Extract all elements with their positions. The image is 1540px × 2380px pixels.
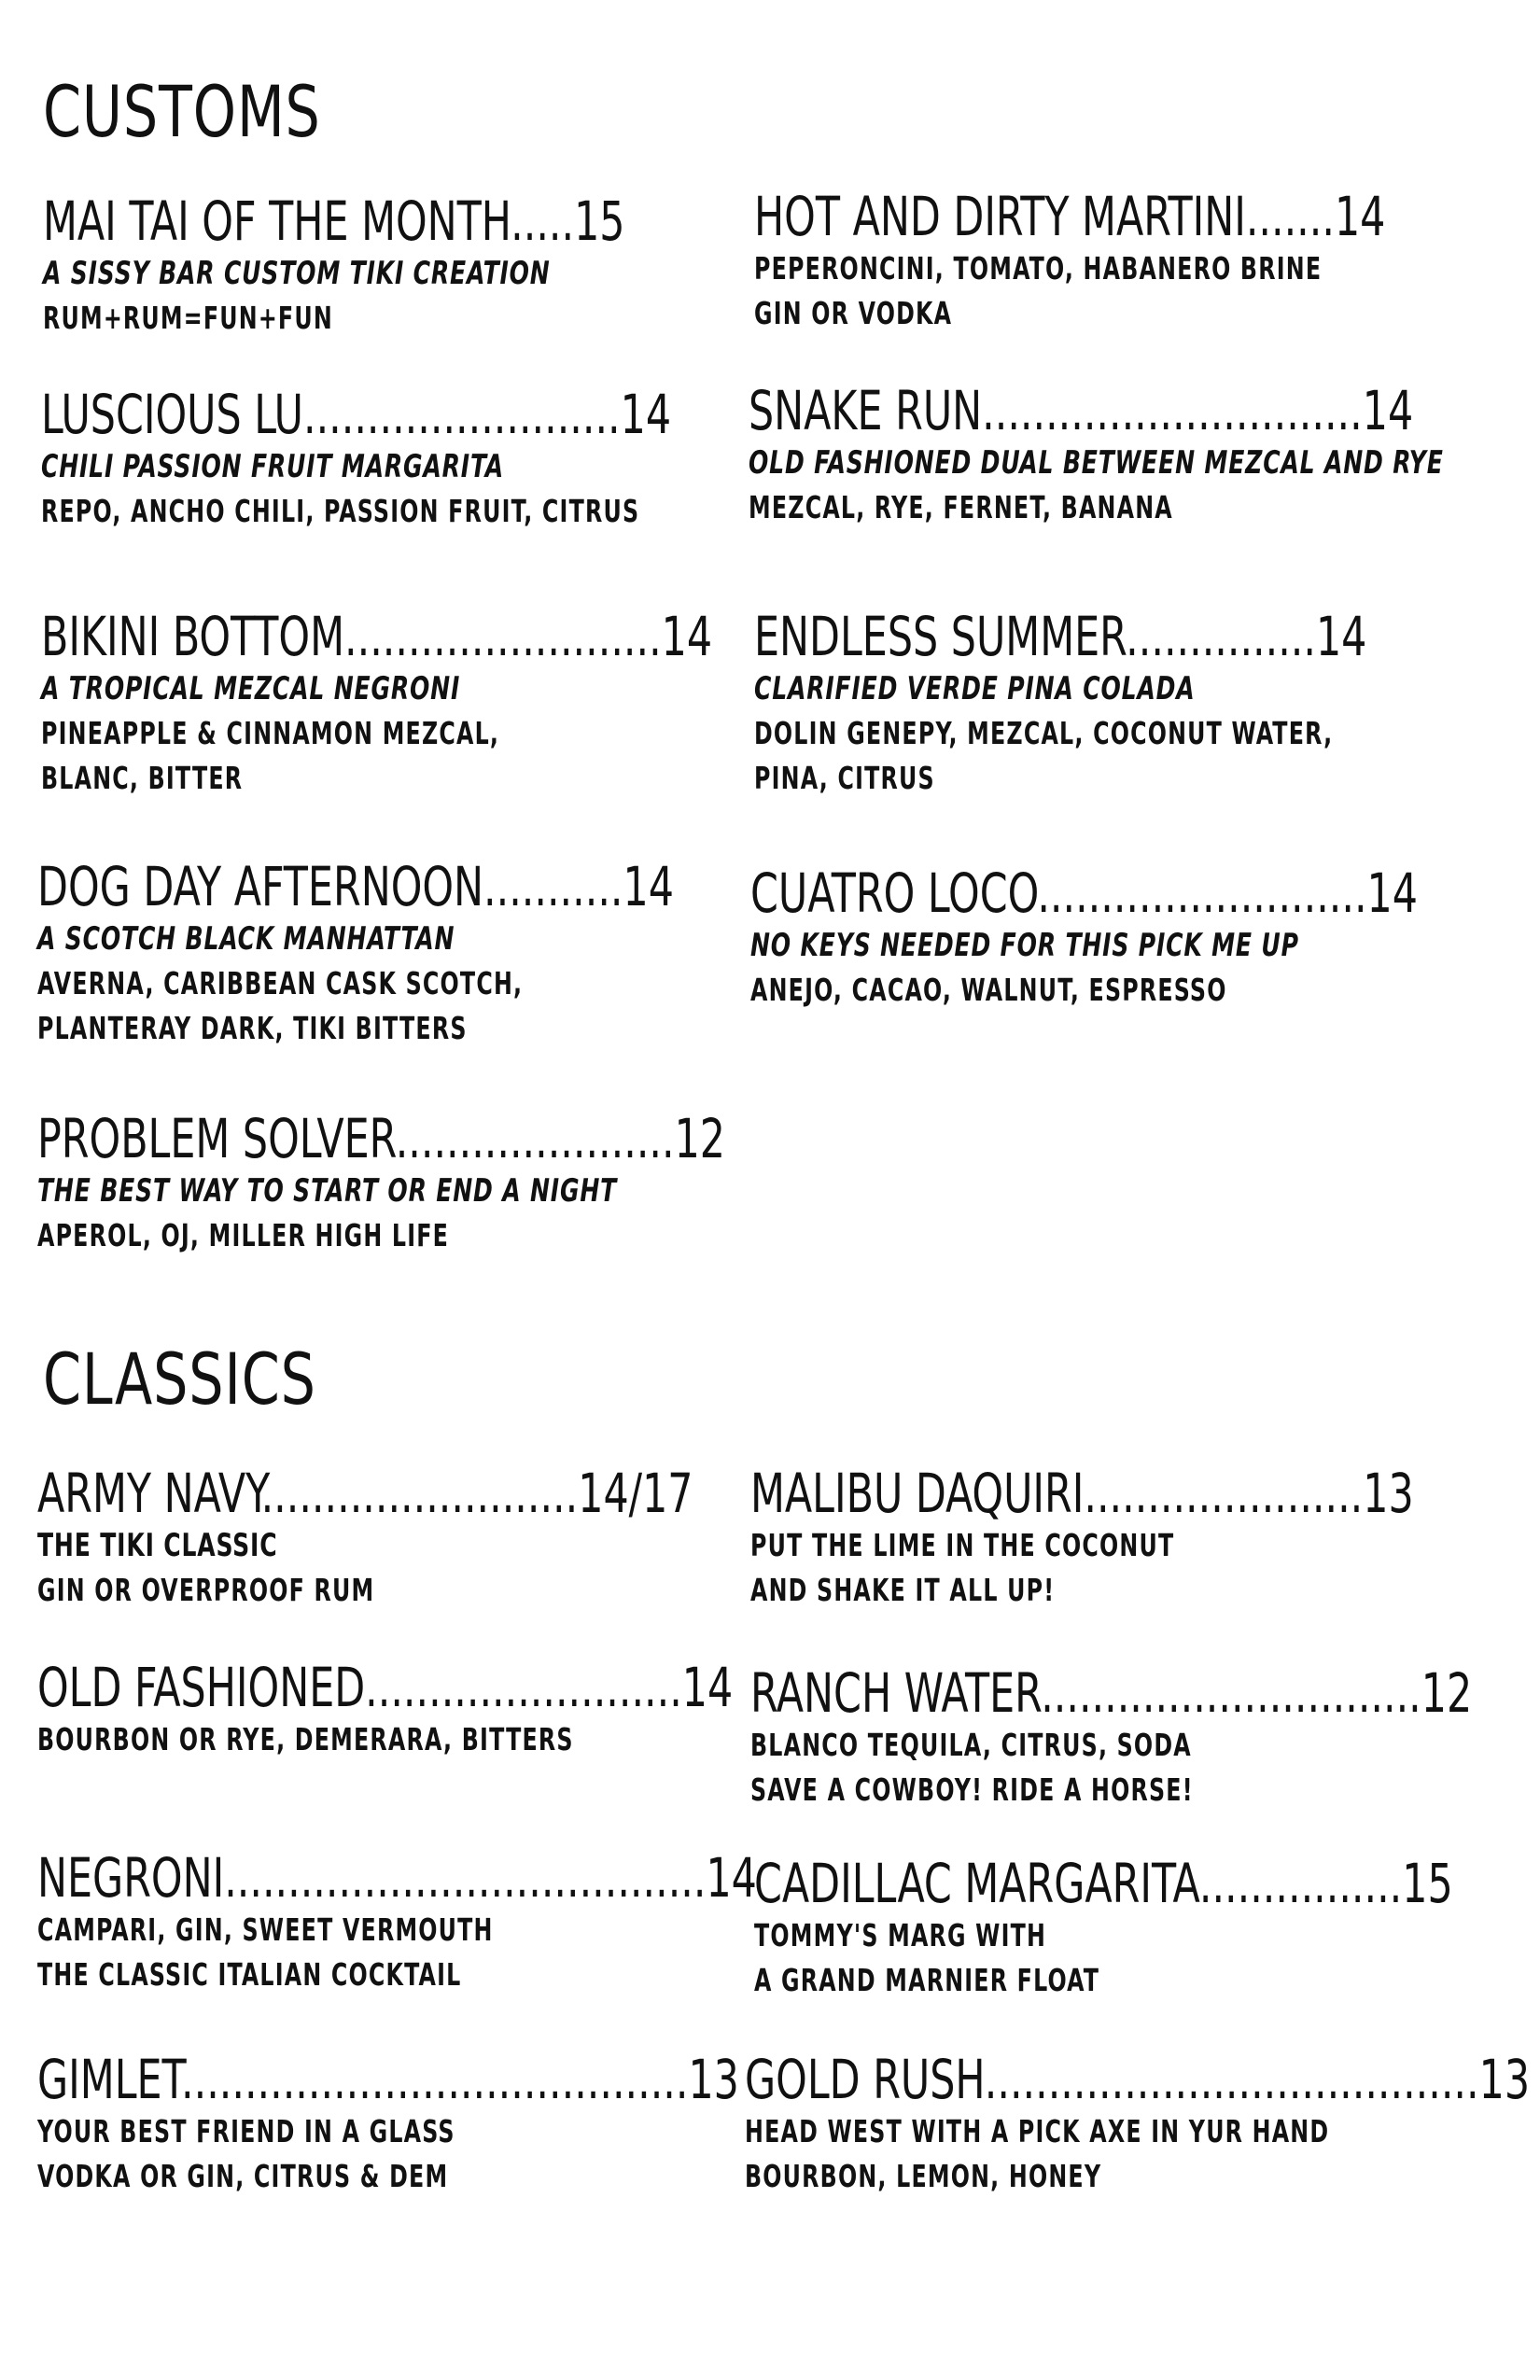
item-leader-dots: ...................... bbox=[1084, 1462, 1364, 1525]
item-ingredients-line2: BOURBON, LEMON, HONEY bbox=[745, 2158, 1102, 2194]
item-price: 12 bbox=[674, 1107, 726, 1170]
item-ingredients: TOMMY'S MARG WITH bbox=[754, 1917, 1047, 1953]
item-leader-dots: ........... bbox=[483, 855, 623, 918]
item-ingredients: HEAD WEST WITH A PICK AXE IN YUR HAND bbox=[745, 2113, 1330, 2149]
item-ingredients-line2: VODKA OR GIN, CITRUS & DEM bbox=[37, 2158, 449, 2194]
item-description: A SCOTCH BLACK MANHATTAN bbox=[37, 920, 455, 958]
item-price: 14 bbox=[681, 1656, 734, 1719]
item-price: 14 bbox=[1334, 185, 1386, 248]
menu-item-luscious-lu bbox=[41, 385, 809, 534]
item-ingredients-line2: BLANC, BITTER bbox=[41, 760, 244, 796]
item-ingredients-line2: SAVE A COWBOY! RIDE A HORSE! bbox=[750, 1771, 1194, 1808]
menu-item-bikini-bottom bbox=[41, 607, 860, 801]
menu-item-dog-day-afternoon bbox=[37, 857, 814, 1051]
item-ingredients-line2: PLANTERAY DARK, TIKI BITTERS bbox=[37, 1010, 468, 1046]
item-price: 14 bbox=[1315, 605, 1367, 668]
item-ingredients-line2: PINA, CITRUS bbox=[754, 760, 935, 796]
item-description: THE TIKI CLASSIC bbox=[37, 1527, 278, 1564]
item-name: DOG DAY AFTERNOON bbox=[37, 855, 484, 918]
item-description: A SISSY BAR CUSTOM TIKI CREATION bbox=[43, 255, 551, 292]
item-name: HOT AND DIRTY MARTINI bbox=[754, 185, 1246, 248]
item-ingredients-line2: AND SHAKE IT ALL UP! bbox=[750, 1572, 1056, 1608]
item-leader-dots: ................ bbox=[1198, 1852, 1403, 1915]
item-ingredients: PEPERONCINI, TOMATO, HABANERO BRINE bbox=[754, 250, 1323, 287]
item-price: 13 bbox=[1478, 2048, 1531, 2111]
item-price: 14 bbox=[623, 855, 674, 918]
item-leader-dots: ...................................... bbox=[224, 1846, 707, 1910]
item-name: LUSCIOUS LU bbox=[41, 383, 304, 446]
item-ingredients: BLANCO TEQUILA, CITRUS, SODA bbox=[750, 1727, 1192, 1763]
menu-item-endless-summer bbox=[754, 607, 1502, 801]
item-ingredients: REPO, ANCHO CHILI, PASSION FRUIT, CITRUS bbox=[41, 493, 640, 529]
menu-item-hot-and-dirty-martini bbox=[754, 187, 1524, 336]
menu-item-cadillac-margarita bbox=[754, 1854, 1540, 2003]
section-title-customs: CUSTOMS bbox=[43, 70, 321, 153]
item-leader-dots: ......................... bbox=[344, 605, 662, 668]
item-ingredients: DOLIN GENEPY, MEZCAL, COCONUT WATER, bbox=[754, 715, 1334, 751]
item-price: 13 bbox=[688, 2048, 739, 2111]
item-description: CLARIFIED VERDE PINA COLADA bbox=[754, 670, 1196, 707]
item-price: 15 bbox=[1402, 1852, 1453, 1915]
item-description: NO KEYS NEEDED FOR THIS PICK ME UP bbox=[750, 927, 1299, 964]
item-description: CHILI PASSION FRUIT MARGARITA bbox=[41, 448, 504, 485]
item-name: PROBLEM SOLVER bbox=[37, 1107, 396, 1170]
item-ingredients-line2: THE CLASSIC ITALIAN COCKTAIL bbox=[37, 1956, 462, 1993]
item-leader-dots: ............... bbox=[1126, 605, 1316, 668]
item-leader-dots: ......................... bbox=[365, 1656, 682, 1719]
item-name: OLD FASHIONED bbox=[37, 1656, 366, 1719]
menu-item-army-navy bbox=[37, 1463, 837, 1613]
item-leader-dots: .......................... bbox=[1037, 861, 1367, 925]
item-description: THE BEST WAY TO START OR END A NIGHT bbox=[37, 1172, 618, 1210]
item-price: 14 bbox=[661, 605, 713, 668]
item-description: OLD FASHIONED DUAL BETWEEN MEZCAL AND RYE bbox=[749, 444, 1444, 482]
menu-item-cuatro-loco bbox=[750, 863, 1540, 1013]
item-leader-dots: .............................. bbox=[1041, 1661, 1421, 1725]
item-ingredients: AVERNA, CARIBBEAN CASK SCOTCH, bbox=[37, 965, 524, 1001]
menu-item-malibu-daquiri bbox=[750, 1463, 1540, 1613]
item-name: BIKINI BOTTOM bbox=[41, 605, 345, 668]
item-name: ENDLESS SUMMER bbox=[754, 605, 1127, 668]
section-title-classics: CLASSICS bbox=[43, 1337, 316, 1421]
item-ingredients: YOUR BEST FRIEND IN A GLASS bbox=[37, 2113, 455, 2149]
item-name: GIMLET bbox=[37, 2048, 182, 2111]
item-leader-dots: ...................... bbox=[395, 1107, 675, 1170]
item-price: 12 bbox=[1421, 1661, 1473, 1725]
item-ingredients: CAMPARI, GIN, SWEET VERMOUTH bbox=[37, 1911, 494, 1948]
menu-item-problem-solver bbox=[37, 1109, 876, 1258]
item-name: RANCH WATER bbox=[750, 1661, 1042, 1725]
item-name: GOLD RUSH bbox=[745, 2048, 985, 2111]
item-name: NEGRONI bbox=[37, 1846, 225, 1910]
item-leader-dots: ....................................... bbox=[984, 2048, 1479, 2111]
item-leader-dots: ........................................ bbox=[181, 2048, 689, 2111]
item-leader-dots: ......................... bbox=[260, 1462, 579, 1525]
item-price: 13 bbox=[1363, 1462, 1414, 1525]
menu-item-snake-run bbox=[749, 381, 1540, 530]
item-ingredients: MEZCAL, RYE, FERNET, BANANA bbox=[749, 489, 1173, 525]
item-leader-dots: ......................... bbox=[303, 383, 621, 446]
item-ingredients: PINEAPPLE & CINNAMON MEZCAL, bbox=[41, 715, 500, 751]
item-name: MALIBU DAQUIRI bbox=[750, 1462, 1085, 1525]
item-ingredients: PUT THE LIME IN THE COCONUT bbox=[750, 1527, 1175, 1563]
item-price: 15 bbox=[574, 189, 625, 253]
menu-item-gold-rush bbox=[745, 2050, 1540, 2199]
item-name: MAI TAI OF THE MONTH bbox=[43, 189, 511, 253]
item-name: SNAKE RUN bbox=[749, 379, 983, 442]
menu-item-mai-tai bbox=[43, 191, 752, 341]
item-leader-dots: ....... bbox=[1245, 185, 1335, 248]
item-ingredients: APEROL, OJ, MILLER HIGH LIFE bbox=[37, 1217, 450, 1253]
item-leader-dots: ..... bbox=[511, 189, 575, 253]
item-price: 14/17 bbox=[578, 1462, 693, 1525]
item-price: 14 bbox=[706, 1846, 757, 1910]
item-price: 14 bbox=[620, 383, 672, 446]
item-ingredients: RUM+RUM=FUN+FUN bbox=[43, 300, 333, 336]
item-price: 14 bbox=[1362, 379, 1414, 442]
item-ingredients-line2: A GRAND MARNIER FLOAT bbox=[754, 1962, 1100, 1998]
item-leader-dots: .............................. bbox=[982, 379, 1363, 442]
item-name: ARMY NAVY bbox=[37, 1462, 261, 1525]
item-name: CUATRO LOCO bbox=[750, 861, 1038, 925]
item-description: A TROPICAL MEZCAL NEGRONI bbox=[41, 670, 461, 707]
menu-item-ranch-water bbox=[750, 1663, 1540, 1813]
item-ingredients: GIN OR OVERPROOF RUM bbox=[37, 1572, 375, 1608]
item-ingredients: ANEJO, CACAO, WALNUT, ESPRESSO bbox=[750, 972, 1227, 1008]
item-price: 14 bbox=[1366, 861, 1419, 925]
item-ingredients-line2: GIN OR VODKA bbox=[754, 295, 953, 331]
item-ingredients: BOURBON OR RYE, DEMERARA, BITTERS bbox=[37, 1721, 574, 1757]
item-name: CADILLAC MARGARITA bbox=[754, 1852, 1199, 1915]
